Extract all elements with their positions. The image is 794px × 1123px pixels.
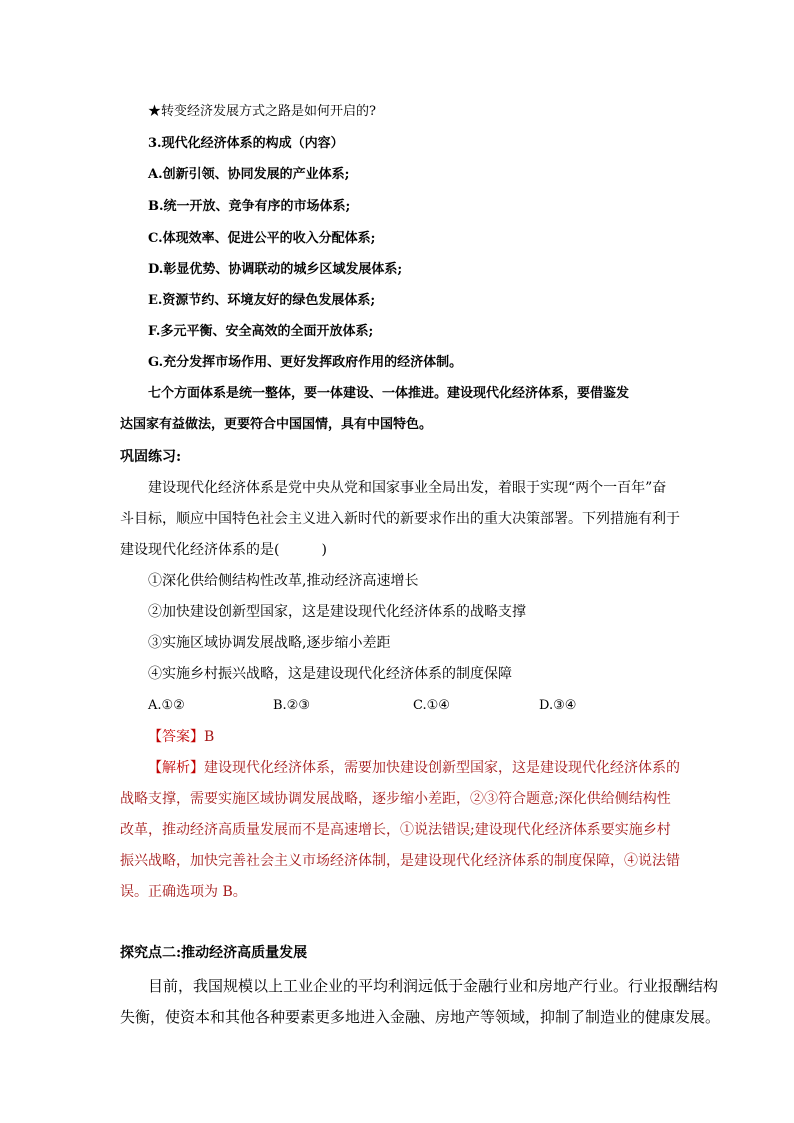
- summary-line: 七个方面体系是统一整体，要一体建设、一体推进。建设现代化经济体系，要借鉴发: [148, 386, 630, 401]
- statement-item: ③实施区域协调发展战略,逐步缩小差距: [148, 635, 391, 651]
- list-item: C.体现效率、促进公平的收入分配体系;: [148, 231, 376, 246]
- paragraph-line: 目前，我国规模以上工业企业的平均利润远低于金融行业和房地产行业。行业报酬结构: [148, 977, 719, 995]
- section-heading: 3.现代化经济体系的构成（内容）: [148, 136, 344, 151]
- analysis-text: 建设现代化经济体系，需要加快建设创新型国家，这是建设现代化经济体系的: [204, 760, 680, 776]
- statement-item: ①深化供给侧结构性改革,推动经济高速增长: [148, 573, 419, 589]
- answer-label: 【答案】: [148, 729, 204, 745]
- question-line: ★转变经济发展方式之路是如何开启的?: [148, 104, 376, 119]
- list-item: B.统一开放、竞争有序的市场体系;: [148, 199, 351, 214]
- list-item: G.充分发挥市场作用、更好发挥政府作用的经济体制。: [148, 355, 463, 370]
- summary-line: 达国家有益做法，更要符合中国国情，具有中国特色。: [120, 417, 433, 432]
- list-item: E.资源节约、环境友好的绿色发展体系;: [148, 293, 376, 308]
- option-d: D.③④: [539, 698, 577, 713]
- question-stem-line: 斗目标，顺应中国特色社会主义进入新时代的新要求作出的重大决策部署。下列措施有利于: [120, 511, 680, 527]
- option-b: B.②③: [273, 698, 310, 713]
- section-heading-text: 推动经济高质量发展: [181, 945, 308, 961]
- analysis-line: 改革，推动经济高质量发展而不是高速增长，①说法错误;建设现代化经济体系要实施乡村: [120, 822, 671, 838]
- list-item: D.彰显优势、协调联动的城乡区域发展体系;: [148, 262, 403, 277]
- analysis-line: [148, 760, 680, 777]
- question-stem-line: 建设现代化经济体系的是( ): [120, 542, 327, 558]
- analysis-line: 振兴战略，加快完善社会主义市场经济体制，是建设现代化经济体系的制度保障，④说法错: [120, 853, 680, 869]
- section-heading: [120, 945, 307, 962]
- analysis-line: 误。正确选项为 B。: [120, 884, 247, 900]
- list-item: A.创新引领、协同发展的产业体系;: [148, 167, 350, 182]
- answer-line: [148, 729, 214, 746]
- list-item: F.多元平衡、安全高效的全面开放体系;: [148, 324, 374, 339]
- analysis-line: 战略支撑，需要实施区域协调发展战略，逐步缩小差距，②③符合题意;深化供给侧结构性: [120, 791, 671, 807]
- analysis-label: 【解析】: [148, 760, 204, 776]
- question-stem-line: 建设现代化经济体系是党中央从党和国家事业全局出发，着眼于实现“两个一百年”奋: [148, 480, 667, 496]
- option-c: C.①④: [413, 698, 450, 713]
- option-a: A.①②: [148, 698, 185, 713]
- practice-title: 巩固练习:: [120, 449, 182, 465]
- section-heading-prefix: 探究点二:: [120, 945, 182, 961]
- paragraph-line: 失衡，使资本和其他各种要素更多地进入金融、房地产等领域，抑制了制造业的健康发展。: [120, 1008, 721, 1026]
- answer-value: B: [204, 729, 215, 745]
- statement-item: ④实施乡村振兴战略，这是建设现代化经济体系的制度保障: [148, 666, 512, 682]
- statement-item: ②加快建设创新型国家，这是建设现代化经济体系的战略支撑: [148, 604, 526, 620]
